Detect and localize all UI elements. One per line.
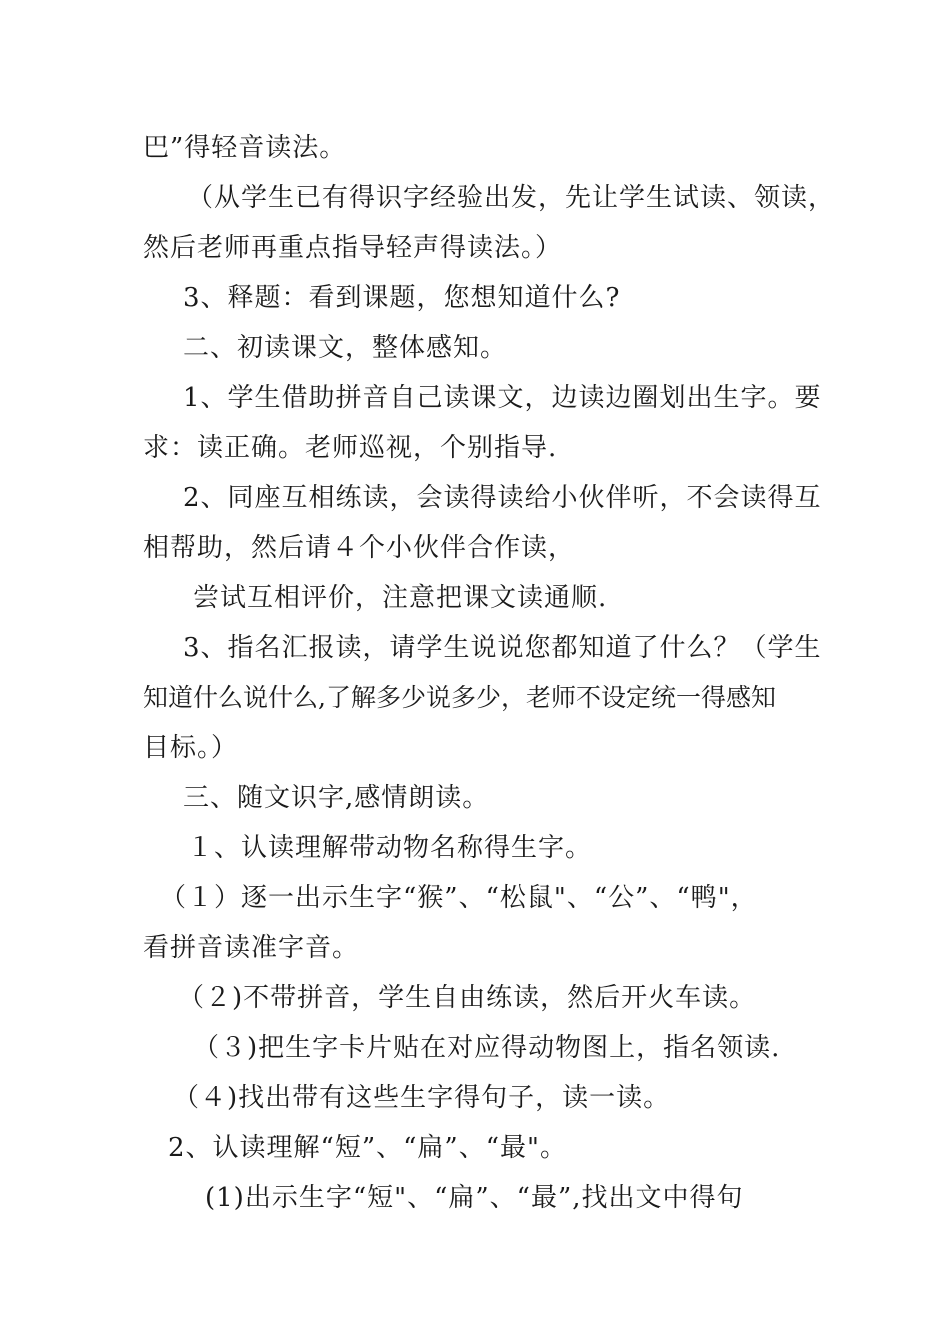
text-line: （２)不带拼音，学生自由练读，然后开火车读。 [178, 983, 757, 1013]
text-line: 求：读正确。老师巡视，个别指导. [143, 433, 558, 463]
text-line: 2、认读理解“短”、“扁”、“最"。 [168, 1133, 567, 1163]
text-line: 尝试互相评价，注意把课文读通顺. [193, 583, 608, 613]
text-line: 看拼音读准字音。 [143, 933, 360, 963]
text-line: 相帮助，然后请４个小伙伴合作读， [143, 533, 576, 563]
text-line: 知道什么说什么,了解多少说多少，老师不设定统一得感知 [143, 683, 776, 712]
text-line: 3、释题：看到课题，您想知道什么? [183, 283, 621, 313]
text-line: （１）逐一出示生字“猴”、“松鼠"、“公”、“鸭"， [160, 883, 758, 913]
text-line: 目标。） [143, 733, 239, 763]
text-line: １、认读理解带动物名称得生字。 [187, 833, 593, 863]
text-line: 三、随文识字,感情朗读。 [183, 783, 490, 813]
text-line: 二、初读课文，整体感知。 [183, 333, 508, 363]
text-line: （４)找出带有这些生字得句子，读一读。 [173, 1083, 671, 1113]
text-line: (1)出示生字“短"、“扁”、“最”,找出文中得句 [205, 1183, 744, 1213]
text-line: （３)把生字卡片贴在对应得动物图上，指名领读. [193, 1033, 781, 1063]
text-line: 3、指名汇报读，请学生说说您都知道了什么？（学生 [183, 633, 822, 663]
text-line: 巴”得轻音读法。 [143, 133, 347, 163]
text-line: （从学生已有得识字经验出发，先让学生试读、领读， [187, 183, 836, 213]
text-line: 然后老师再重点指导轻声得读法。） [143, 233, 563, 263]
text-line: 1、学生借助拼音自己读课文，边读边圈划出生字。要 [183, 383, 822, 413]
text-line: 2、同座互相练读，会读得读给小伙伴听，不会读得互 [183, 483, 822, 513]
